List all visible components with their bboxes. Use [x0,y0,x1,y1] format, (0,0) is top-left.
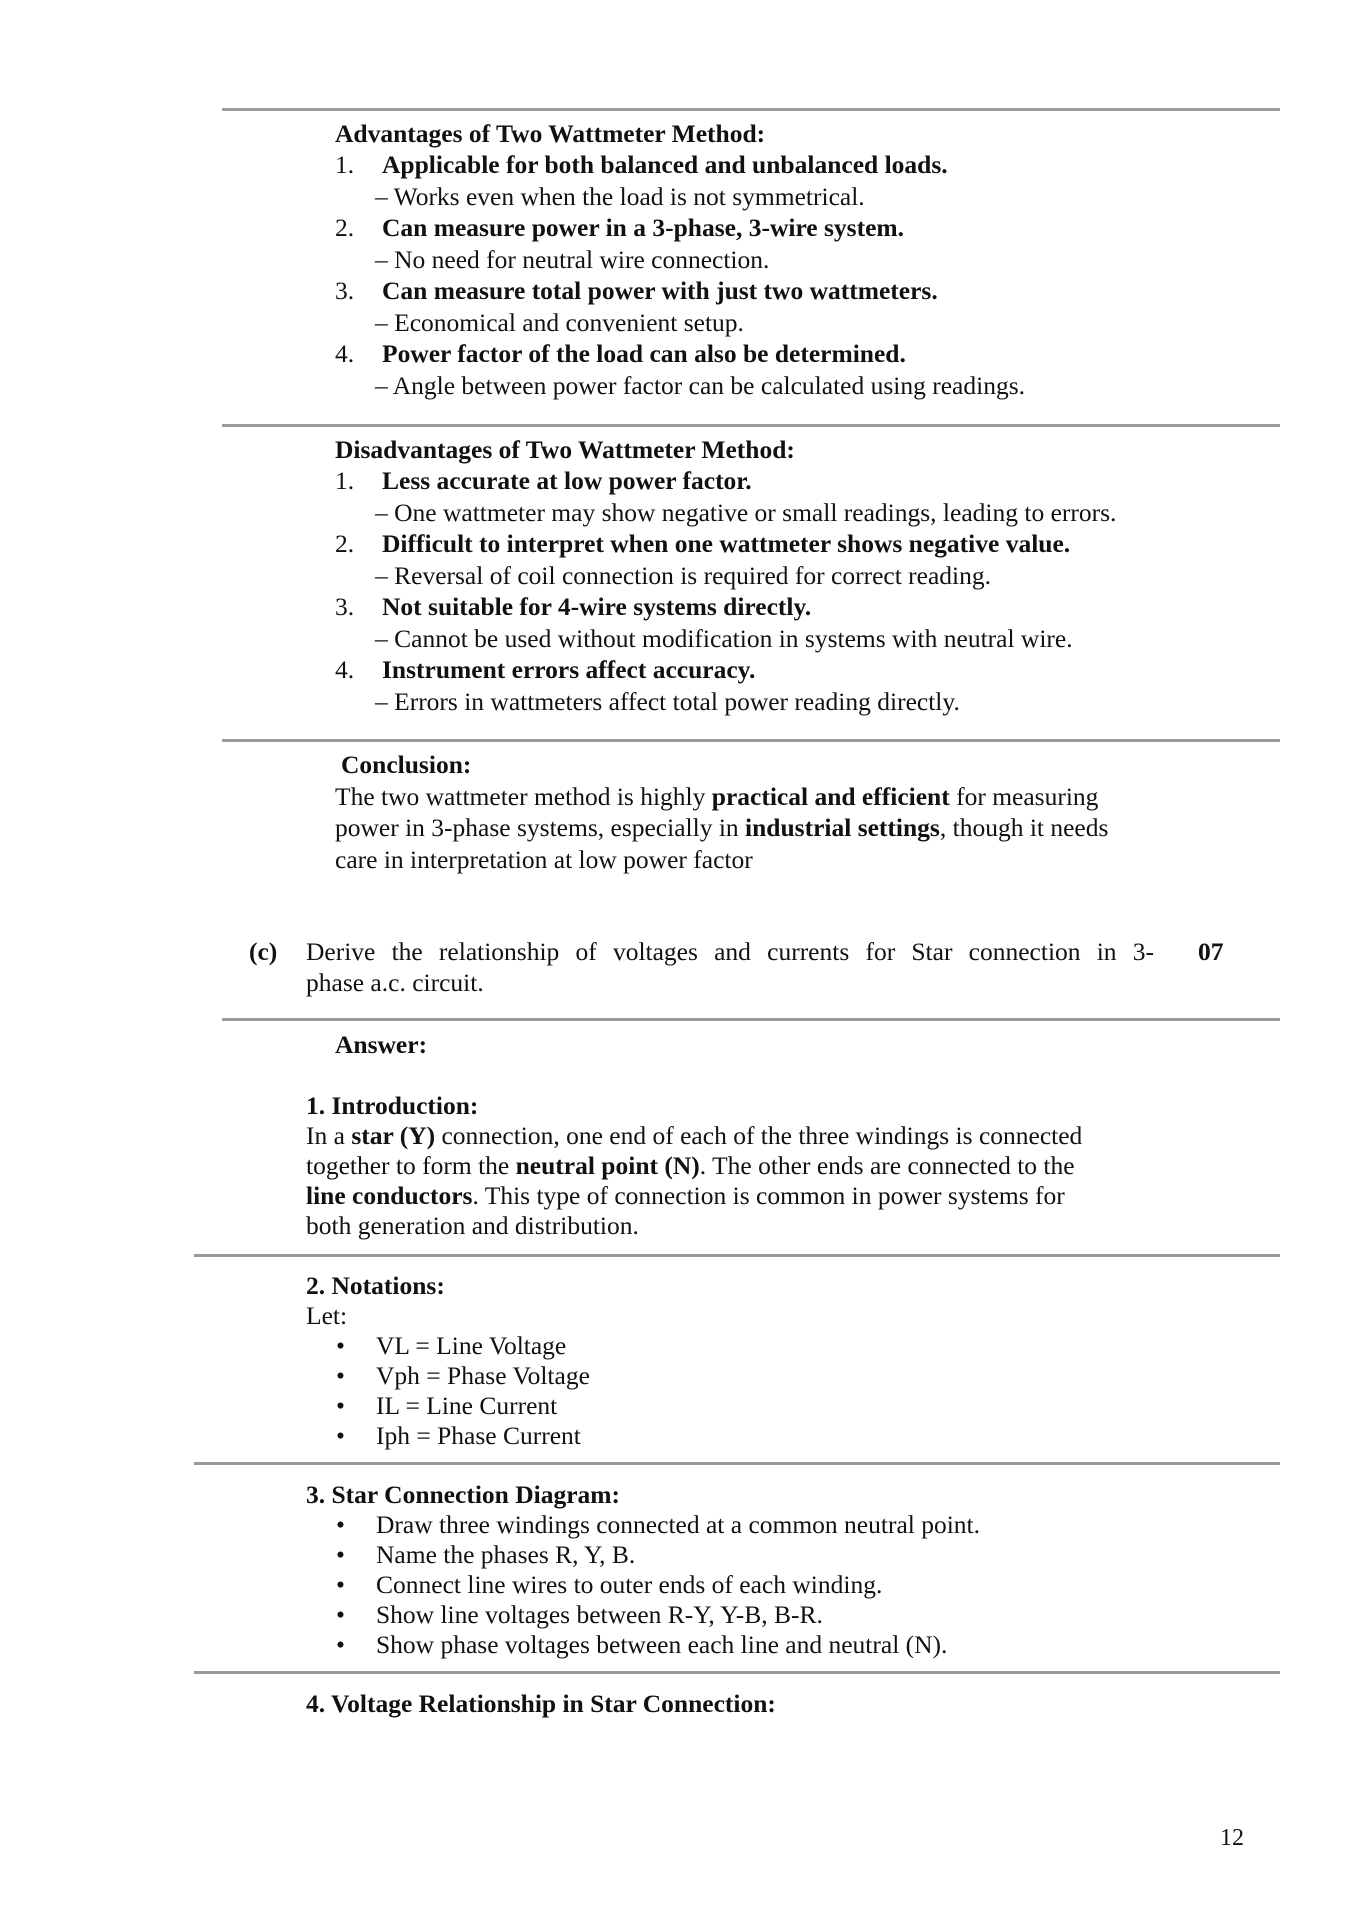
section-divider [222,108,1280,111]
conclusion-emphasis: practical and efficient [711,782,950,811]
bullet-icon: • [336,1510,345,1539]
intro-text: . The other ends are connected to the [699,1151,1075,1180]
notation-text: Vph = Phase Voltage [376,1361,590,1390]
conclusion-text: The two wattmeter method is highly [335,782,712,811]
advantage-title: Applicable for both balanced and unbalanced loads. [382,150,948,179]
intro-text: In a [306,1121,352,1150]
list-number: 2. [335,529,355,558]
conclusion-heading: Conclusion: [341,750,472,779]
intro-text: together to form the [306,1151,516,1180]
disadvantage-desc: – Cannot be used without modification in systems with neutral wire. [375,624,1073,653]
diagram-step: Draw three windings connected at a common neutral point. [376,1510,981,1539]
question-label: (c) [249,937,278,966]
advantage-desc: – No need for neutral wire connection. [375,245,770,274]
list-item [336,1331,566,1361]
disadvantage-title: Less accurate at low power factor. [382,466,752,495]
bullet-icon: • [336,1421,345,1450]
disadvantage-title: Difficult to interpret when one wattmeter shows negative value. [382,529,1071,558]
list-number: 3. [335,592,355,621]
advantages-heading: Advantages of Two Wattmeter Method: [335,119,766,148]
section-divider [194,1254,1280,1257]
list-item [336,1540,635,1570]
conclusion-text-line [335,782,1098,812]
bullet-icon: • [336,1630,345,1659]
diagram-step: Show line voltages between R-Y, Y-B, B-R. [376,1600,823,1629]
question-marks: 07 [1198,937,1224,966]
disadvantage-desc: – One wattmeter may show negative or small readings, leading to errors. [375,498,1117,527]
disadvantage-title: Not suitable for 4-wire systems directly. [382,592,812,621]
list-item [336,1421,581,1451]
bullet-icon: • [336,1331,345,1360]
list-item [336,1630,947,1660]
notation-text: Iph = Phase Current [376,1421,581,1450]
intro-text-line [306,1151,1075,1181]
answer-label: Answer: [335,1030,428,1059]
advantage-desc: – Economical and convenient setup. [375,308,744,337]
list-number: 2. [335,213,355,242]
intro-text-line [306,1121,1082,1151]
conclusion-text-line: care in interpretation at low power factor [335,845,753,874]
list-item [336,1361,590,1391]
intro-text: connection, one end of each of the three windings is connected [435,1121,1083,1150]
list-number: 4. [335,339,355,368]
list-number: 1. [335,150,355,179]
disadvantage-desc: – Reversal of coil connection is required for correct reading. [375,561,991,590]
conclusion-text: , though it needs [939,813,1109,842]
diagram-step: Connect line wires to outer ends of each winding. [376,1570,883,1599]
list-number: 1. [335,466,355,495]
disadvantage-title: Instrument errors affect accuracy. [382,655,756,684]
section-divider [222,424,1280,427]
list-number: 4. [335,655,355,684]
list-item [336,1510,980,1540]
advantage-title: Can measure power in a 3-phase, 3-wire system. [382,213,905,242]
page-number: 12 [1220,1825,1244,1851]
list-item [336,1600,823,1630]
intro-emphasis: star (Y) [351,1121,436,1150]
intro-heading: 1. Introduction: [306,1091,479,1120]
notation-text: VL = Line Voltage [376,1331,567,1360]
section-divider [222,739,1280,742]
voltage-relationship-heading: 4. Voltage Relationship in Star Connection: [306,1689,776,1718]
advantage-desc: – Angle between power factor can be calculated using readings. [375,371,1025,400]
section-divider [194,1671,1280,1674]
list-number: 3. [335,276,355,305]
bullet-icon: • [336,1361,345,1390]
conclusion-text: for measuring [949,782,1099,811]
advantage-desc: – Works even when the load is not symmetrical. [375,182,865,211]
section-divider [194,1462,1280,1465]
notations-let: Let: [306,1301,348,1330]
section-divider [222,1018,1280,1021]
question-line-2: phase a.c. circuit. [306,968,484,997]
question-text [306,937,1154,967]
bullet-icon: • [336,1540,345,1569]
advantage-title: Can measure total power with just two wattmeters. [382,276,938,305]
conclusion-text: power in 3-phase systems, especially in [335,813,746,842]
advantage-title: Power factor of the load can also be determined. [382,339,906,368]
notations-heading: 2. Notations: [306,1271,445,1300]
intro-text-line: both generation and distribution. [306,1211,639,1240]
diagram-heading: 3. Star Connection Diagram: [306,1480,621,1509]
diagram-step: Name the phases R, Y, B. [376,1540,636,1569]
conclusion-emphasis: industrial settings [745,813,940,842]
diagram-step: Show phase voltages between each line and neutral (N). [376,1630,948,1659]
notation-text: IL = Line Current [376,1391,558,1420]
bullet-icon: • [336,1391,345,1420]
disadvantages-heading: Disadvantages of Two Wattmeter Method: [335,435,795,464]
question-line-1: Derive the relationship of voltages and currents for Star connection in 3- [306,937,1154,966]
bullet-icon: • [336,1570,345,1599]
list-item [336,1391,557,1421]
conclusion-text-line [335,813,1108,843]
intro-text: . This type of connection is common in power systems for [472,1181,1065,1210]
list-item [336,1570,882,1600]
disadvantage-desc: – Errors in wattmeters affect total power reading directly. [375,687,960,716]
intro-emphasis: neutral point (N) [515,1151,700,1180]
intro-text-line [306,1181,1065,1211]
intro-emphasis: line conductors [306,1181,473,1210]
bullet-icon: • [336,1600,345,1629]
